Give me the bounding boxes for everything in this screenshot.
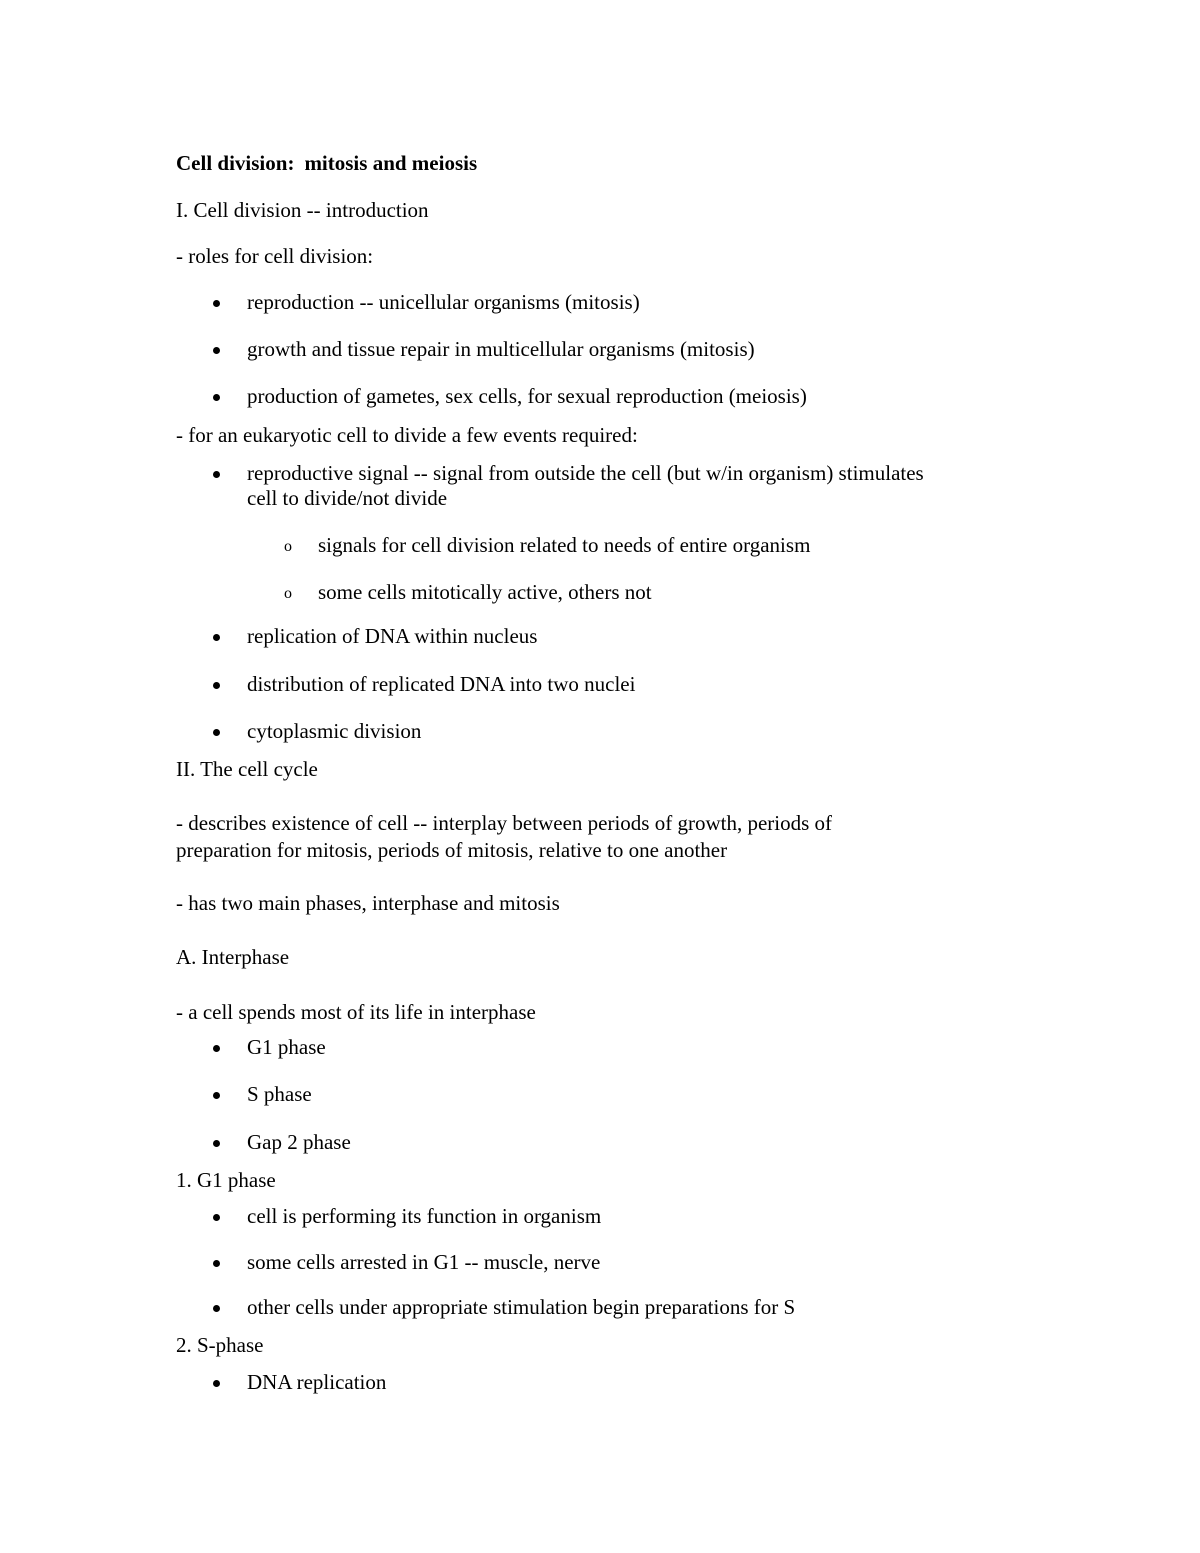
bullet-icon [213,1045,220,1052]
sub-list-item: signals for cell division related to needs of entire organism [318,533,811,557]
list-item: DNA replication [247,1370,387,1394]
s-phase-heading: 2. S-phase [176,1333,264,1357]
g1-heading: 1. G1 phase [176,1168,276,1192]
page-title [176,151,477,176]
paragraph-line: - a cell spends most of its life in interphase [176,1000,536,1024]
paragraph-line: preparation for mitosis, periods of mitosis, relative to one another [176,838,728,862]
list-item: G1 phase [247,1035,326,1059]
bullet-icon [213,634,220,641]
paragraph-line: - describes existence of cell -- interplay between periods of growth, periods of [176,811,833,835]
bullet-icon [213,1305,220,1312]
list-item: distribution of replicated DNA into two nuclei [247,672,636,696]
circle-bullet-icon: o [284,585,292,602]
bullet-icon [213,471,220,478]
title-sub: mitosis and meiosis [304,151,478,175]
list-item: some cells arrested in G1 -- muscle, nerve [247,1250,601,1274]
bullet-icon [213,1092,220,1099]
list-item: production of gametes, sex cells, for sexual reproduction (meiosis) [247,384,807,408]
bullet-icon [213,1380,220,1387]
list-item: replication of DNA within nucleus [247,624,538,648]
list-item-continuation: cell to divide/not divide [247,486,448,510]
bullet-icon [213,682,220,689]
bullet-icon [213,394,220,401]
list-item: S phase [247,1082,312,1106]
title-main: Cell division: [176,151,295,175]
section-2-heading: II. The cell cycle [176,757,318,781]
list-item: growth and tissue repair in multicellular organisms (mitosis) [247,337,755,361]
bullet-icon [213,1260,220,1267]
sub-list-item: some cells mitotically active, others not [318,580,652,604]
list-item: reproductive signal -- signal from outside the cell (but w/in organism) stimulates [247,461,924,485]
subsection-a-heading: A. Interphase [176,945,290,969]
bullet-icon [213,1214,220,1221]
roles-intro: - roles for cell division: [176,244,374,268]
paragraph-line: - has two main phases, interphase and mitosis [176,891,560,915]
list-item: other cells under appropriate stimulation begin preparations for S [247,1295,796,1319]
events-intro: - for an eukaryotic cell to divide a few events required: [176,423,638,447]
bullet-icon [213,347,220,354]
bullet-icon [213,729,220,736]
bullet-icon [213,1140,220,1147]
list-item: Gap 2 phase [247,1130,351,1154]
list-item: cytoplasmic division [247,719,422,743]
list-item: reproduction -- unicellular organisms (mitosis) [247,290,640,314]
circle-bullet-icon: o [284,538,292,555]
list-item: cell is performing its function in organism [247,1204,602,1228]
section-1-heading: I. Cell division -- introduction [176,198,429,222]
bullet-icon [213,300,220,307]
